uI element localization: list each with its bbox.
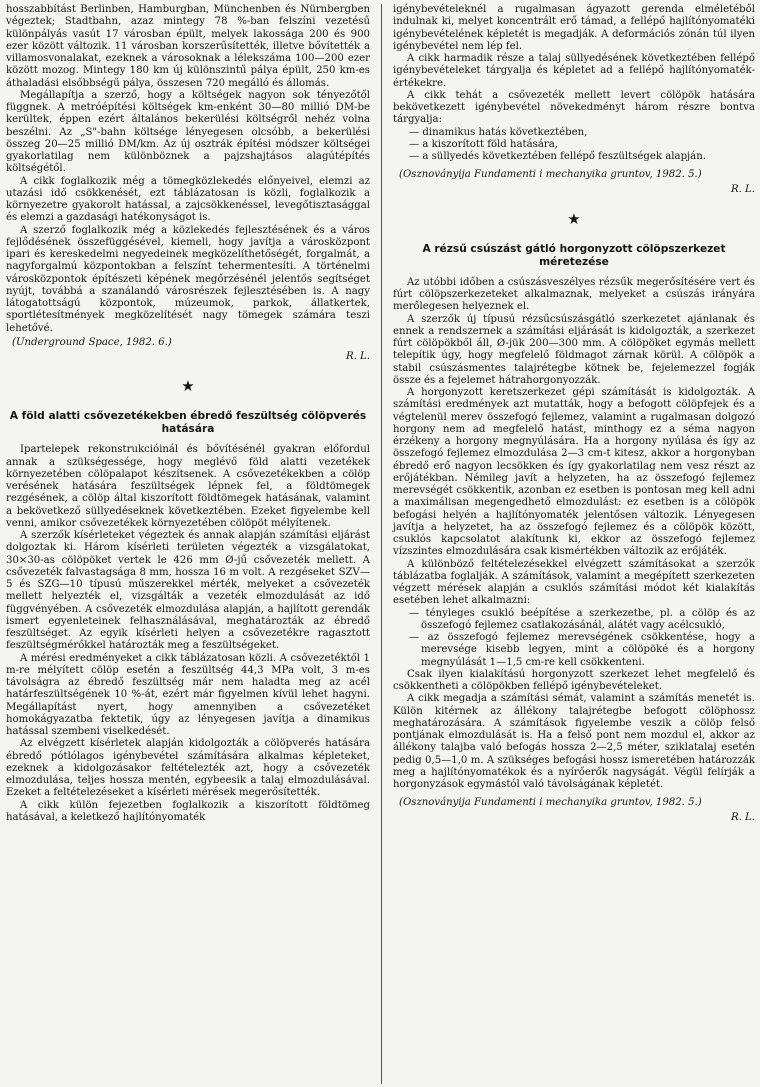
paragraph: A cikk megadja a számítási sémát, valamint a számítás menetét is. Külön kitérnek az állékony talajrétegbe befogott cölöphossz meghatározására. A számítások figyelembe veszik a cölöp felső pontjának elmozdulását is. Ha a felső pont nem mozdul el, akkor az állékony talajba való befogás hossza 2—2,5 méter, sziklatalaj esetén pedig 0,5—1,0 m. A szükséges befogási hossz ismeretében határozzák meg a hajlítónyomatékok és a nyírőerők nagyságát. Végül felírják a horgonyzások egymástól való távolságának képletét. — [393, 693, 755, 790]
paragraph: hosszabbítást Berlinben, Hamburgban, Münchenben és Nürnbergben végeztek; Stadtbahn, azaz mintegy 78 %-ban felszíni vezetésű különpályás vasút 17 városban épült, melyek lakossága 200 és 900 ezer között változik. 11 városban korszerűsítették, illetve bővítették a villamosvonalakat, ezeknek a városoknak a lélekszáma 100—200 ezer között mozog. Mintegy 180 km új különszintű pálya épült, 250 km-es áthaladási elsőbbségű pálya, összesen 720 megálló és állomás. — [6, 4, 370, 89]
paragraph: A szerző foglalkozik még a közlekedés fejlesztésének és a város fejlődésének összefüggésével, kiemeli, hogy javítja a városközpont ipari és kereskedelmi negyedeinek megközelíthetőségét, forgalmát, a nagyforgalmú központokban a felszínt tehermentesíti. A történelmi városközpontok építészeti képének megőrzésénél jelentős segítséget nyújt, továbbá a szanálandó városrészek fejlesztésében is. A nagy látogatottságú központok, múzeumok, parkok, állatkertek, sportlétesítmények megközelítését nagy tömegek számára teszi lehetővé. — [6, 224, 370, 334]
left-column — [6, 4, 370, 824]
bullet-list — [393, 127, 755, 164]
star-separator-icon: ★ — [567, 209, 581, 228]
paragraph: A szerzők új típusú rézsűcsúszásgátló szerkezetet ajánlanak és ennek a rendszernek a számítási eljárását is kidolgozták, a szerkezet fúrt cölöpökből áll, Ø-jük 200—300 mm. A cölöpöket egymás mellett telepítik úgy, hogy megfelelő földmagot zárnak körül. A cölöpök a stabil csúszásmentes talajrétegbe kötnek be, fejelemezzel fogják össze és a fejelemet hátrahorgonyozzák. — [393, 313, 755, 386]
list-item: — a kiszorított föld hatására, — [409, 138, 558, 150]
paragraph: igénybevételeknél a rugalmasan ágyazott gerenda elméletéből indulnak ki, melyet koncentrált erő támad, a fellépő hajlítónyomatéki igénybevételének képletét is megadják. A deformációs zónán túl ilyen igénybevétel nem lép fel. — [393, 4, 755, 52]
paragraph: Csak ilyen kialakítású horgonyzott szerkezet lehet megfelelő és csökkentheti a cölöpökben fellépő igénybevételeket. — [393, 668, 755, 692]
paragraph: A horgonyzott keretszerkezet gépi számítását is kidolgozták. A számítási eredmények azt mutatták, hogy a befogott cölöpfejek és a végtelenül merev összefogó fejlemez, valamint a rugalmasan dolgozó horgony nem ad megfelelő hatást, minthogy ez a séma nagyon érzékeny a horgony megnyúlására. Ha a horgony nyúlása és így az összefogó fejlemez elmozdulása 2—3 cm-t kitesz, akkor a horgonyban ébredő erő nagyon lecsökken és így gyakorlatilag nem vesz részt az erőjátékban. Némileg javít a helyzeten, ha az összefogó fejlemez merevségét csökkentik, azonban ez esetben is pontosan meg kell adni a maximálisan megengedhető elmozdulást: ez esetben is a cölöpök befogási helyén a hajlítónyomaték jelentősen változik. Lényegesen javítja a helyzetet, ha az összefogó fejlemez és a cölöpök között, csuklós kapcsolatot alakítunk ki, ekkor az összefogó fejlemez vízszintes elmozdulására csak kismértékben változik az erőjáték. — [393, 387, 755, 558]
paragraph: A cikk foglalkozik még a tömegközlekedés előnyeivel, elemzi az utazási idő csökkenését, ezt táblázatosan is közli, foglalkozik a környezetre gyakorolt hatással, a zajcsökkenéssel, levegőtisztasággal és elemzi a gazdasági hatékonyságot is. — [6, 175, 370, 224]
source-citation: (Osznoványija Fundamenti i mechanyika gruntov, 1982. 5.) — [399, 169, 702, 181]
paragraph: Ipartelepek rekonstrukcióinál és bővítésénél gyakran előfordul annak a szükségessége, hogy meglévő föld alatti vezetékek környezetében cölöpalapot készítsenek. A csővezetékekben a cölöp verésének hatására feszültségek lépnek fel, a földtömegek rezgésének, a cölöp által kiszorított földtömegek hatásának, valamint a bekövetkező süllyedéseknek következtében. Ezeket figyelembe kell venni, amikor csővezetékek környezetében cölöpöt mélyítenek. — [6, 444, 370, 529]
right-column — [393, 4, 755, 824]
paragraph: A különböző feltételezésekkel elvégzett számításokat a szerzők táblázatba foglalják. A számítások, valamint a megépített szerkezeten végzett mérések alapján a csuklós számítási módot két kialakítás esetében lehet alkalmazni: — [393, 558, 755, 607]
article-title: A rézsű csúszást gátló horgonyzott cölöpszerkezet méretezése — [422, 242, 726, 268]
paragraph: A mérési eredményeket a cikk táblázatosan közli. A csővezetéktől 1 m-re mélyített cölöp esetén a feszültség 44,3 MPa volt, 3 m-es távolságra az ébredő feszültség már nem haladta meg az acél határfeszültségének 10 %-át, ezért már figyelmen kívül lehet hagyni. Megállapítást nyert, hogy amennyiben a csővezetéket homokágyazatba fektetik, úgy az lényegesen javítja a dinamikus hatással szembeni viselkedését. — [6, 652, 370, 737]
paragraph: A cikk tehát a csővezeték mellett levert cölöpök hatására bekövetkezett igénybevétel növekedményt három részre bontva tárgyalja: — [393, 89, 755, 126]
paragraph: Az utóbbi időben a csúszásveszélyes rézsűk megerősítésére vert és fúrt cölöpszerkezeteket alkalmaznak, melyeket a csúszás irányára merőlegesen helyeznek el. — [393, 276, 755, 313]
source-citation: (Osznoványija Fundamenti i mechanyika gruntov, 1982. 5.) — [399, 797, 702, 809]
list-item: — tényleges csukló beépítése a szerkezetbe, pl. a cölöp és az összefogó fejlemez csatlakozásánál, alátét vagy acélcsukló, — [409, 607, 755, 631]
list-item: — dinamikus hatás következtében, — [409, 126, 588, 138]
source-citation: (Underground Space, 1982. 6.) — [12, 336, 172, 348]
author-signature: R. L. — [730, 811, 755, 823]
article-title: A föld alatti csővezetékekben ébredő feszültség cölöpverés hatására — [9, 410, 367, 436]
author-signature: R. L. — [345, 351, 370, 362]
column-divider — [381, 4, 382, 1084]
list-item: — a süllyedés következtében fellépő feszültségek alapján. — [409, 151, 706, 162]
star-separator-icon: ★ — [181, 377, 195, 396]
author-signature: R. L. — [730, 183, 755, 195]
list-item: — az összefogó fejlemez merevségének csökkentése, hogy a merevsége kisebb legyen, mint a cölöpöké és a horgony megnyúlását 1—1,5 cm-re kell csökkenteni. — [409, 632, 755, 668]
paragraph: A cikk harmadik része a talaj süllyedésének következtében fellépő igénybevételeket tárgyalja és képletet ad a fellépő hajlítónyomaték-értékekre. — [393, 53, 755, 89]
paragraph: Megállapítja a szerző, hogy a költségek nagyon sok tényezőtől függnek. A metróépítési költségek km-enként 30—80 millió DM-be kerültek, éppen ezért általános bekerülési költségről nehéz volna beszélni. Az „S"-bahn költsége lényegesen olcsóbb, a bekerülési összeg 20—25 millió DM/km. Az új osztrák építési módszer költségei gyakorlatilag nem különböznek a pajzshajtásos alagútépítés költségétől. — [6, 89, 370, 175]
bullet-list — [393, 608, 755, 669]
paragraph: A szerzők kísérleteket végeztek és annak alapján számítási eljárást dolgoztak ki. Három kísérleti területen végezték a vizsgálatokat, 30×30-as cölöpöket vertek le 426 mm Ø-jű csővezeték mellett. A csővezeték falvastagsága 8 mm, hossza 16 m volt. A rezgéseket SZV—5 és SZG—10 típusú műszerekkel mérték, melyeket a csővezeték mellett helyezték el, vizsgálták a vezeték elmozdulását az idő függvényében. A csővezeték elmozdulása alapján, a hajlított gerendák ismert egyenleteinek felhasználásával, meghatározták az ébredő feszültséget. Az egyik kísérleti helyen a csővezetékre ragasztott feszültségmérőkkel határozták meg a feszültségeket. — [6, 530, 370, 652]
paragraph: A cikk külön fejezetben foglalkozik a kiszorított földtömeg hatásával, a keletkező hajlítónyomaték — [6, 799, 370, 823]
paragraph: Az elvégzett kísérletek alapján kidolgozták a cölöpverés hatására ébredő pótlólagos igénybevétel számítására alkalmas képleteket, ezeknek a kidolgozásakor feltételezték azt, hogy a csővezeték elmozdulása, teljes hossza mentén, egybeesik a talaj elmozdulásával. Ezeket a feltételezéseket a kísérleti mérések megerősítették. — [6, 738, 370, 799]
